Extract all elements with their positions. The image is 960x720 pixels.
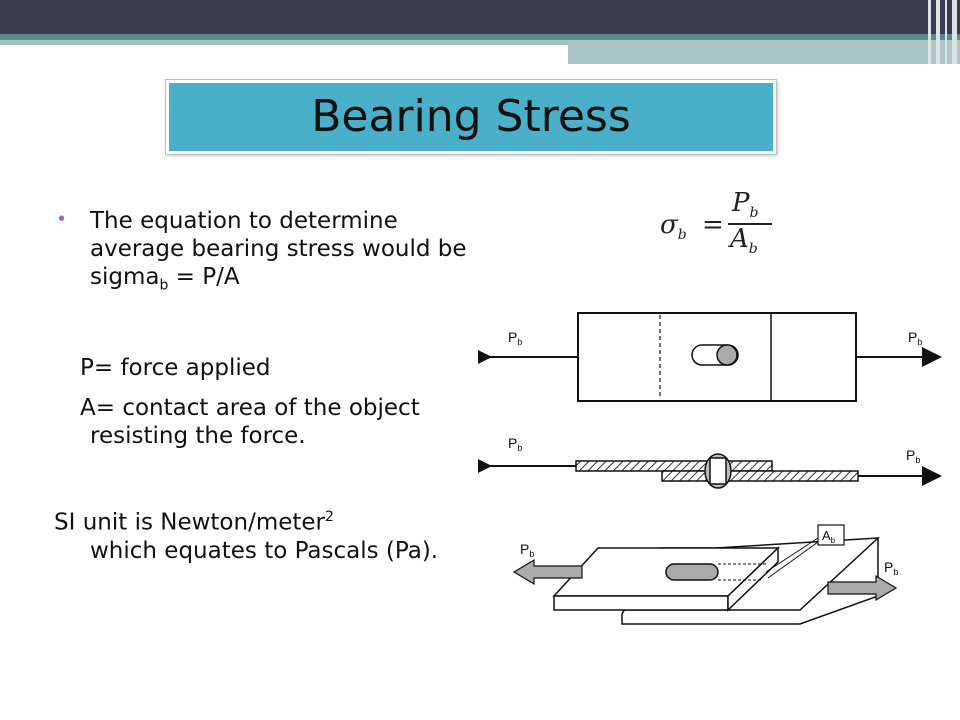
a-definition-line2: resisting the force.	[90, 423, 306, 449]
corner-decoration	[920, 0, 960, 64]
si-line2: which equates to Pascals (Pa).	[90, 537, 439, 564]
pb-label-left-top: $P_b$	[508, 329, 523, 347]
bullet-subscript: b	[159, 277, 169, 294]
slide-title: Bearing Stress	[311, 91, 631, 142]
title-box	[166, 80, 776, 154]
formula-lhs: $\sigma_b$	[660, 210, 687, 244]
si-superscript: 2	[325, 509, 334, 525]
a-definition	[80, 394, 475, 450]
pb-label-right-side: $P_b$	[906, 447, 921, 465]
formula-denominator: $A_b$	[730, 224, 758, 258]
formula-numerator: $P_b$	[732, 188, 759, 222]
bullet-marker: •	[58, 208, 66, 230]
formula-equals: =	[702, 210, 724, 240]
isometric-view	[514, 525, 898, 624]
pb-label-left-iso: $P_b$	[520, 541, 535, 559]
si-unit-text	[54, 503, 454, 565]
pb-label-left-side: $P_b$	[508, 435, 523, 453]
a-definition-line1: A= contact area of the object	[80, 395, 420, 421]
top-bar	[0, 0, 960, 34]
bearing-stress-formula	[660, 188, 790, 260]
ab-label: $A_b$	[822, 528, 836, 545]
pb-label-right-iso: $P_b$	[884, 559, 899, 577]
si-line1: SI unit is Newton/meter	[54, 509, 326, 536]
bullet-main: The equation to determine average bearing stress would be sigma	[90, 208, 467, 290]
p-definition: P= force applied	[80, 355, 271, 381]
accent-block	[568, 40, 960, 64]
top-view	[490, 313, 940, 401]
pb-label-right-top: $P_b$	[908, 329, 923, 347]
bullet-tail: = P/A	[168, 264, 240, 290]
bullet-text	[90, 207, 470, 300]
accent-stripe-light	[0, 40, 568, 45]
side-view	[490, 435, 940, 488]
bearing-stress-diagram	[478, 300, 948, 640]
